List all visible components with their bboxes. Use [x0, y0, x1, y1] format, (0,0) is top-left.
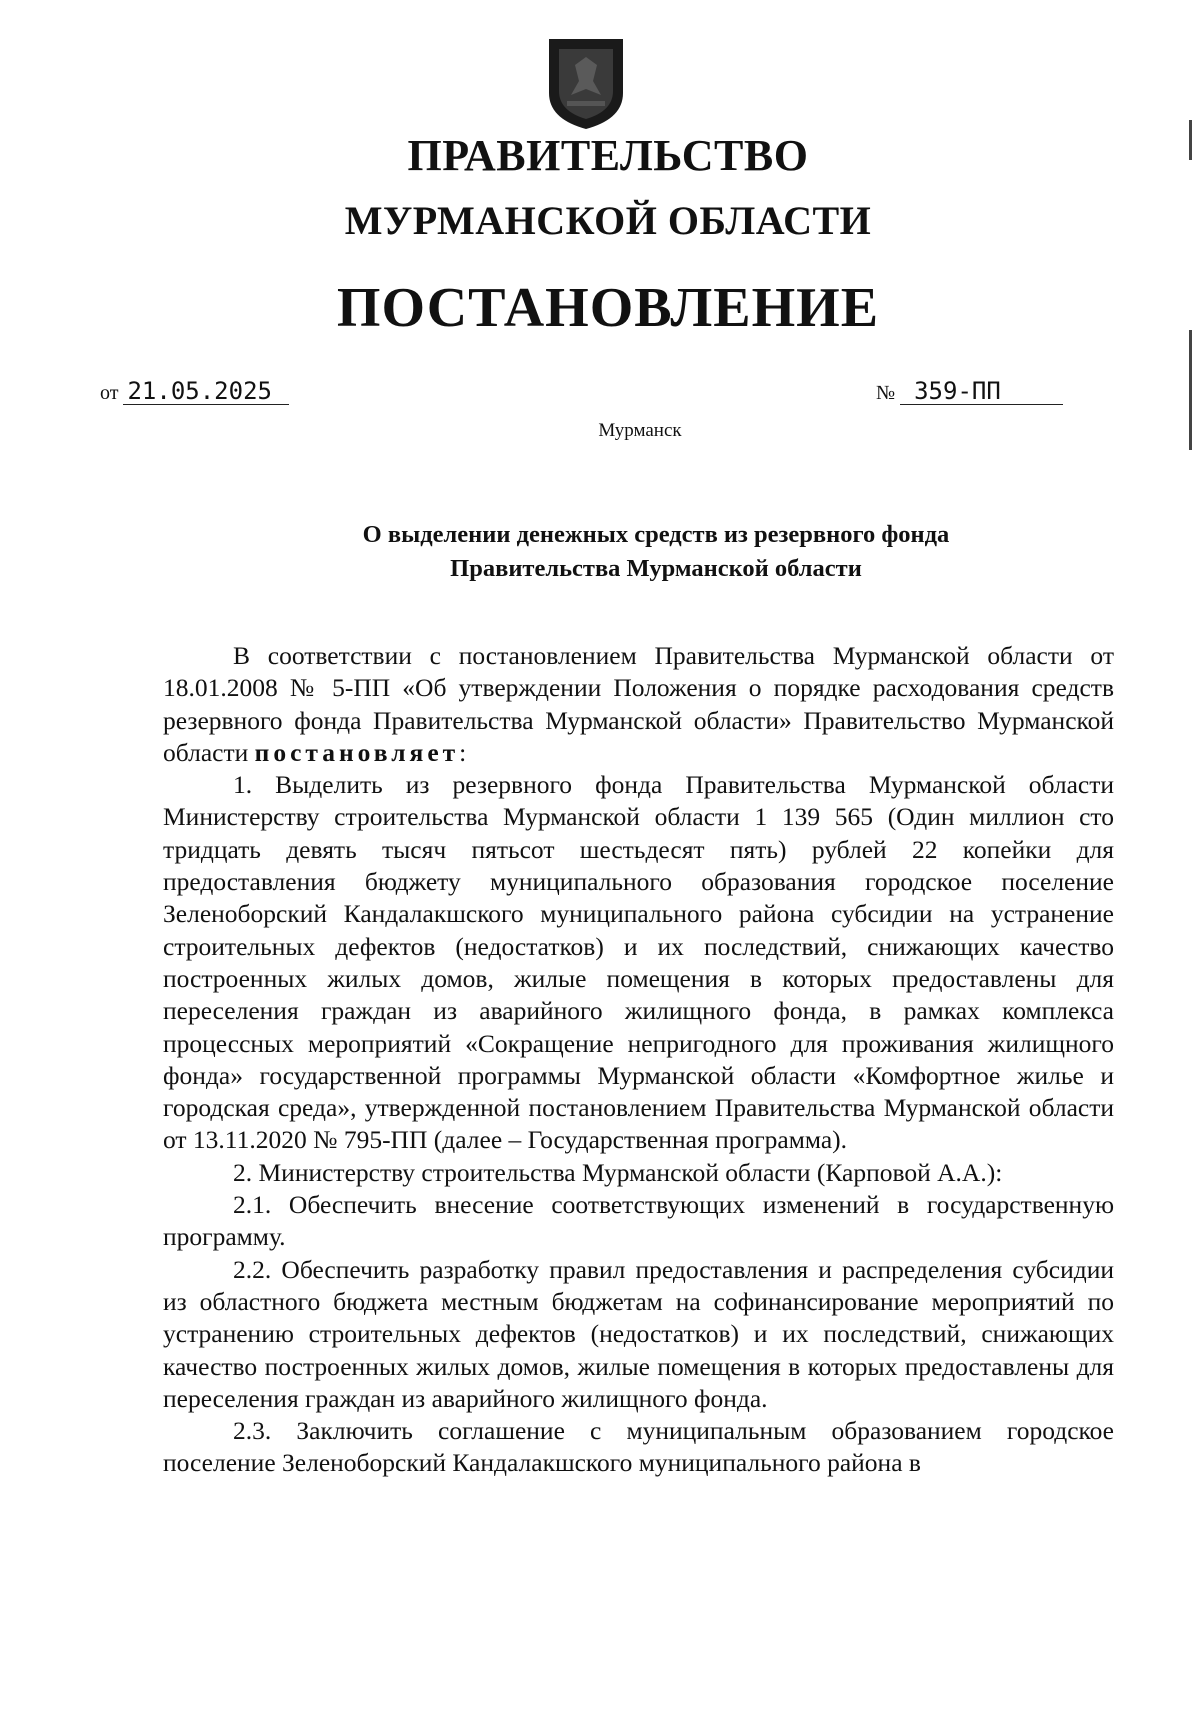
title-line1: О выделении денежных средств из резервного фонда	[362, 521, 950, 548]
document-number-row	[876, 378, 1063, 405]
preamble-paragraph	[163, 640, 1114, 769]
clause-2-1: 2.1. Обеспечить внесение соответствующих изменений в государственную программу.	[163, 1190, 1114, 1252]
date-prefix: от	[100, 382, 119, 404]
document-date-row	[100, 378, 289, 405]
scan-edge-mark	[1189, 330, 1192, 450]
clause-1: 1. Выделить из резервного фонда Правительства Мурманской области Министерству строительства Мурманской области 1 139 565 (Один миллион сто тридцать девять тысяч пятьсот шестьдесят пять) рублей 22 копейки для предоставления бюджету муниципального образования городское поселение Зеленоборский Кандалакшского муниципального района субсидии на устранение строительных дефектов (недостатков) и их последствий, снижающих качество построенных жилых домов, жилые помещения в которых предоставлены для переселения граждан из аварийного жилищного фонда, в рамках комплекса процессных мероприятий «Сокращение непригодного для проживания жилищного фонда» государственной программы Мурманской области «Комфортное жилье и городская среда», утвержденной постановлением Правительства Мурманской области от 13.11.2020 № 795-ПП (далее – Государственная программа).	[163, 770, 1114, 1155]
coat-of-arms-emblem	[545, 35, 627, 131]
clause-2-2: 2.2. Обеспечить разработку правил предоставления и распределения субсидии из областного бюджета местным бюджетам на софинансирование мероприятий по устранению строительных дефектов (недостатков) и их последствий, снижающих качество построенных жилых домов, жилые помещения в которых предоставлены для переселения граждан из аварийного жилищного фонда.	[163, 1254, 1114, 1413]
preamble-colon: :	[459, 737, 467, 767]
resolves-keyword: постановляет	[254, 737, 460, 767]
number-prefix: №	[876, 382, 896, 404]
city-name: Мурманск	[598, 420, 682, 441]
document-title	[0, 518, 1200, 586]
document-body	[163, 640, 1114, 1480]
document-number: 359-ПП	[900, 378, 1063, 405]
clause-2-3: 2.3. Заключить соглашение с муниципальным образованием городское поселение Зеленоборский Кандалакшского муниципального района в	[163, 1416, 1114, 1478]
clause-2: 2. Министерству строительства Мурманской области (Карповой А.А.):	[233, 1157, 1003, 1187]
organization-name-line1: ПРАВИТЕЛЬСТВО	[407, 131, 809, 180]
organization-name-line2: МУРМАНСКОЙ ОБЛАСТИ	[344, 198, 872, 243]
document-date: 21.05.2025	[123, 378, 289, 405]
document-type-heading: ПОСТАНОВЛЕНИЕ	[336, 277, 880, 339]
preamble-text: В соответствии с постановлением Правительства Мурманской области от 18.01.2008 № 5-ПП «Об утверждении Положения о порядке расходования средств резервного фонда Правительства Мурманской области» Правительство Мурманской области	[163, 641, 1114, 767]
scan-edge-mark	[1189, 120, 1192, 160]
title-line2: Правительства Мурманской области	[450, 555, 862, 582]
